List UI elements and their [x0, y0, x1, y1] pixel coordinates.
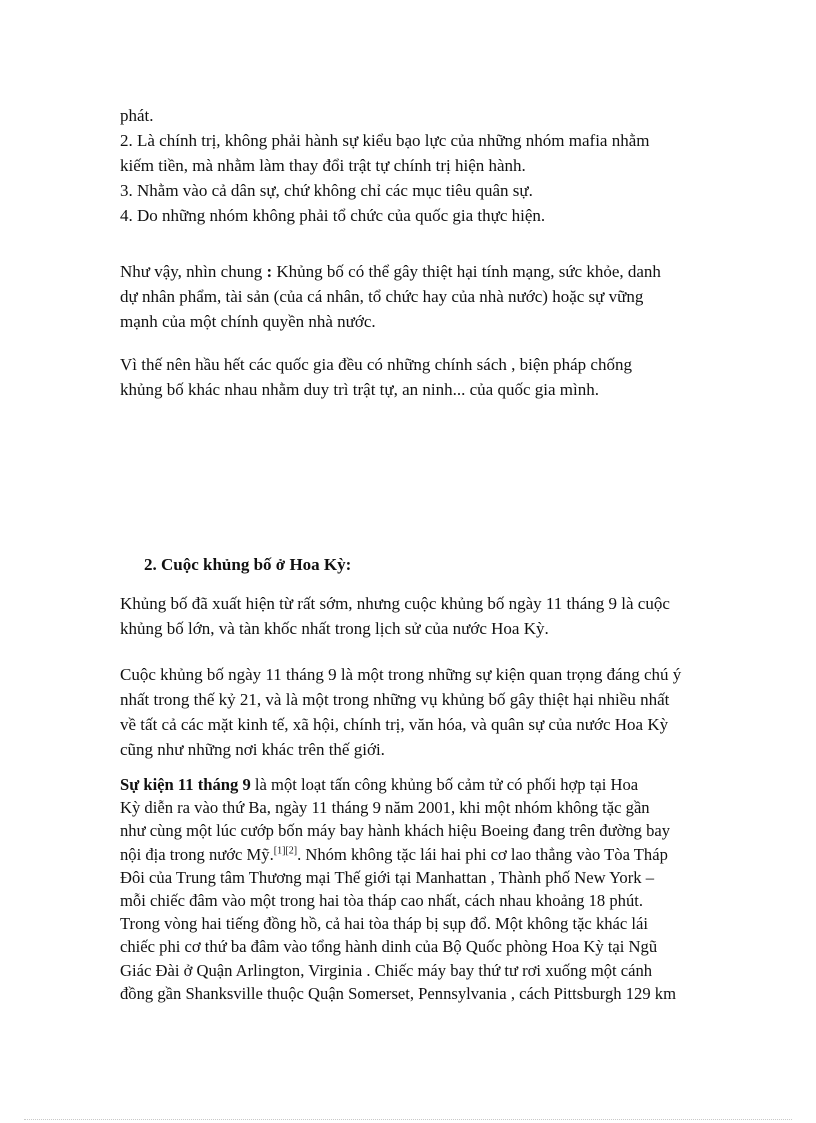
- paragraph-line: nhất trong thế kỷ 21, và là một trong những vụ khủng bố gây thiệt hại nhiều nhất: [120, 690, 670, 709]
- section-heading: 2. Cuộc khủng bố ở Hoa Kỳ:: [144, 555, 352, 574]
- intro-paragraph: [120, 591, 720, 641]
- paragraph-line: Kỳ diễn ra vào thứ Ba, ngày 11 tháng 9 năm 2001, khi một nhóm không tặc gần: [120, 798, 650, 818]
- paragraph-line: mỗi chiếc đâm vào một trong hai tòa tháp cao nhất, cách nhau khoảng 18 phút.: [120, 891, 644, 911]
- event-paragraph: [120, 773, 725, 1005]
- summary-paragraph: [120, 259, 720, 334]
- summary-colon: :: [262, 262, 273, 281]
- paragraph-line: Giác Đài ở Quận Arlington, Virginia . Chiếc máy bay thứ tư rơi xuống một cánh: [120, 960, 653, 980]
- list-line: 3. Nhằm vào cả dân sự, chứ không chỉ các mục tiêu quân sự.: [120, 181, 533, 200]
- list-line: 2. Là chính trị, không phải hành sự kiểu bạo lực của những nhóm mafia nhằm: [120, 131, 650, 150]
- paragraph-line: đồng gần Shanksville thuộc Quận Somerset, Pennsylvania , cách Pittsburgh 129 km: [120, 983, 676, 1003]
- footnote-references[interactable]: [1][2]: [273, 845, 298, 857]
- line-end: . Nhóm không tặc lái hai phi cơ lao thẳng vào Tòa Tháp: [297, 844, 668, 864]
- paragraph-line: [120, 773, 725, 796]
- paragraph-line: như cùng một lúc cướp bốn máy bay hành khách hiệu Boeing đang trên đường bay: [120, 821, 671, 841]
- summary-line: dự nhân phẩm, tài sản (của cá nhân, tổ chức hay của nhà nước) hoặc sự vững: [120, 287, 644, 306]
- summary-prefix: Như vậy, nhìn chung: [120, 262, 263, 281]
- summary-line: mạnh của một chính quyền nhà nước.: [120, 312, 376, 331]
- conclusion-paragraph: [120, 352, 720, 402]
- paragraph-line: khủng bố lớn, và tàn khốc nhất trong lịch sử của nước Hoa Kỳ.: [120, 619, 549, 638]
- summary-line: [120, 259, 720, 284]
- list-line: 4. Do những nhóm không phải tổ chức của quốc gia thực hiện.: [120, 206, 546, 225]
- list-line: phát.: [120, 106, 154, 125]
- paragraph-line: cũng như những nơi khác trên thế giới.: [120, 740, 385, 759]
- paragraph-line: Đôi của Trung tâm Thương mại Thế giới tại Manhattan , Thành phố New York –: [120, 867, 654, 887]
- list-line: kiếm tiền, mà nhằm làm thay đổi trật tự chính trị hiện hành.: [120, 156, 526, 175]
- paragraph-line: Cuộc khủng bố ngày 11 tháng 9 là một trong những sự kiện quan trọng đáng chú ý: [120, 665, 682, 684]
- paragraph-line: [120, 843, 725, 866]
- event-intro: là một loạt tấn công khủng bố cảm tử có phối hợp tại Hoa: [250, 775, 639, 794]
- criteria-list: [120, 103, 720, 228]
- paragraph-line: Trong vòng hai tiếng đồng hồ, cả hai tòa tháp bị sụp đổ. Một không tặc khác lái: [120, 914, 649, 934]
- page-bottom-divider: [24, 1119, 792, 1120]
- paragraph-line: chiếc phi cơ thứ ba đâm vào tổng hành dinh của Bộ Quốc phòng Hoa Kỳ tại Ngũ: [120, 937, 658, 957]
- significance-paragraph: [120, 662, 720, 762]
- paragraph-line: Khủng bố đã xuất hiện từ rất sớm, nhưng cuộc khủng bố ngày 11 tháng 9 là cuộc: [120, 594, 670, 613]
- paragraph-line: về tất cả các mặt kinh tế, xã hội, chính trị, văn hóa, và quân sự của nước Hoa Kỳ: [120, 715, 669, 734]
- event-title: Sự kiện 11 tháng 9: [120, 775, 251, 794]
- line-start: nội địa trong nước Mỹ.: [120, 844, 274, 864]
- summary-rest: Khủng bố có thể gây thiệt hại tính mạng, sức khỏe, danh: [272, 262, 661, 281]
- conclusion-line: Vì thế nên hầu hết các quốc gia đều có những chính sách , biện pháp chống: [120, 355, 632, 374]
- conclusion-line: khủng bố khác nhau nhằm duy trì trật tự, an ninh... của quốc gia mình.: [120, 380, 599, 399]
